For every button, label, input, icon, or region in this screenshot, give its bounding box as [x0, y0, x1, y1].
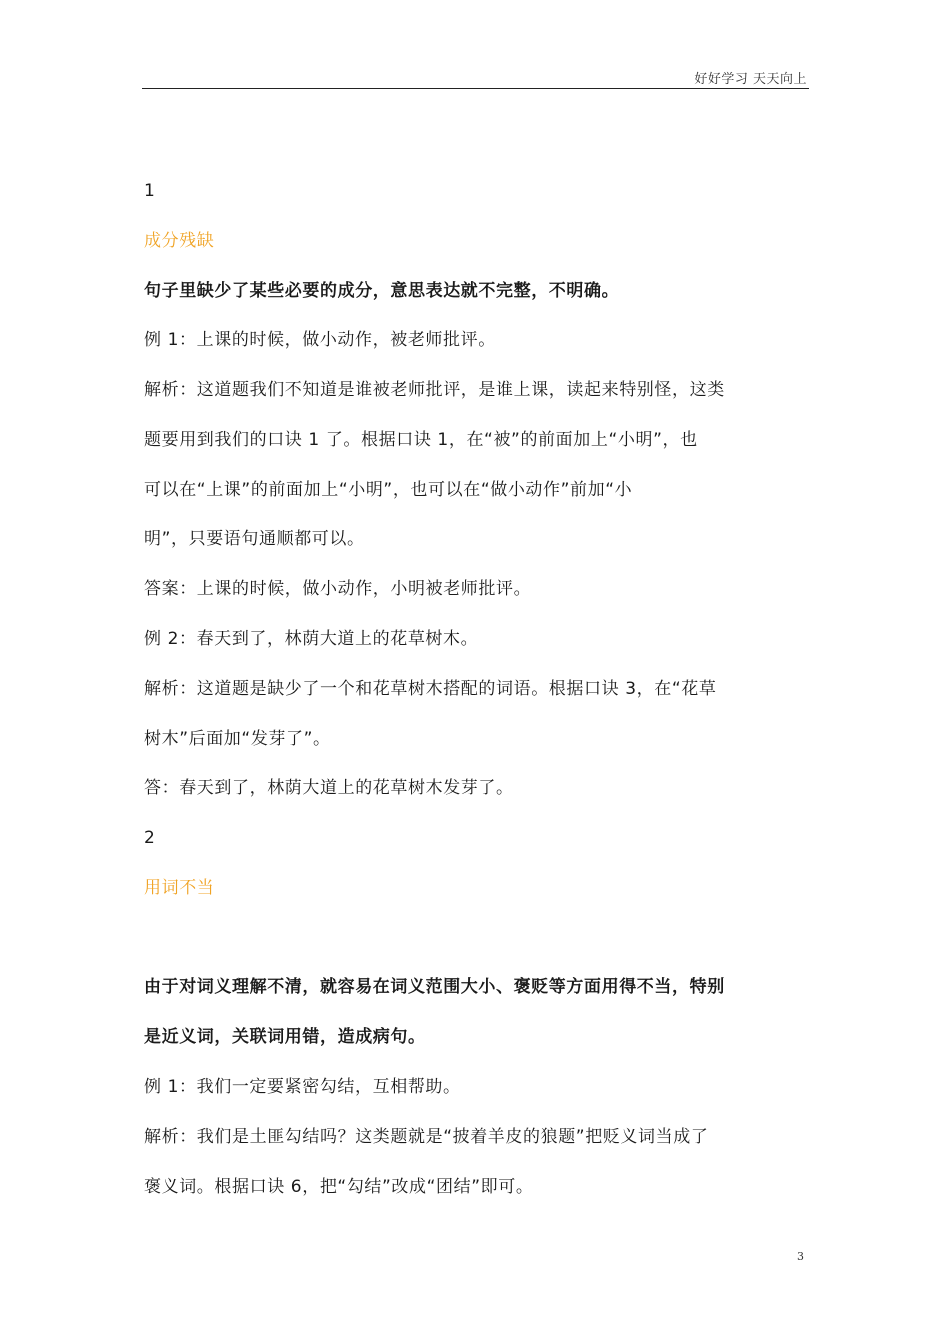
section-definition: 是近义词，关联词用错，造成病句。 [144, 1027, 426, 1047]
answer-line: 答案：上课的时候，做小动作，小明被老师批评。 [144, 579, 532, 599]
section-definition: 由于对词义理解不清，就容易在词义范围大小、褒贬等方面用得不当，特别 [144, 977, 725, 997]
example-line: 例 1：上课的时候，做小动作，被老师批评。 [144, 330, 496, 350]
section-heading-missing-components: 成分残缺 [144, 231, 215, 251]
section-heading-improper-wording: 用词不当 [144, 878, 215, 898]
section-number-1: 1 [144, 181, 156, 201]
page-header-text: 好好学习 天天向上 [694, 72, 807, 87]
section-number-2: 2 [144, 828, 156, 848]
example-line: 例 2：春天到了，林荫大道上的花草树木。 [144, 629, 479, 649]
answer-line: 答：春天到了，林荫大道上的花草树木发芽了。 [144, 778, 514, 798]
analysis-line: 解析：这道题我们不知道是谁被老师批评，是谁上课，读起来特别怪，这类 [144, 380, 725, 400]
analysis-line: 解析：这道题是缺少了一个和花草树木搭配的词语。根据口诀 3，在“花草 [144, 679, 717, 699]
analysis-line: 树木”后面加“发芽了”。 [144, 729, 331, 749]
analysis-line: 明”，只要语句通顺都可以。 [144, 529, 365, 549]
section-definition: 句子里缺少了某些必要的成分，意思表达就不完整，不明确。 [144, 281, 620, 301]
analysis-line: 解析：我们是土匪勾结吗？这类题就是“披着羊皮的狼题”把贬义词当成了 [144, 1127, 709, 1147]
page-number: 3 [797, 1250, 804, 1263]
analysis-line: 褒义词。根据口诀 6，把“勾结”改成“团结”即可。 [144, 1177, 534, 1197]
analysis-line: 可以在“上课”的前面加上“小明”，也可以在“做小动作”前加“小 [144, 480, 633, 500]
analysis-line: 题要用到我们的口诀 1 了。根据口诀 1，在“被”的前面加上“小明”，也 [144, 430, 698, 450]
example-line: 例 1：我们一定要紧密勾结，互相帮助。 [144, 1077, 461, 1097]
header-divider [142, 88, 809, 89]
